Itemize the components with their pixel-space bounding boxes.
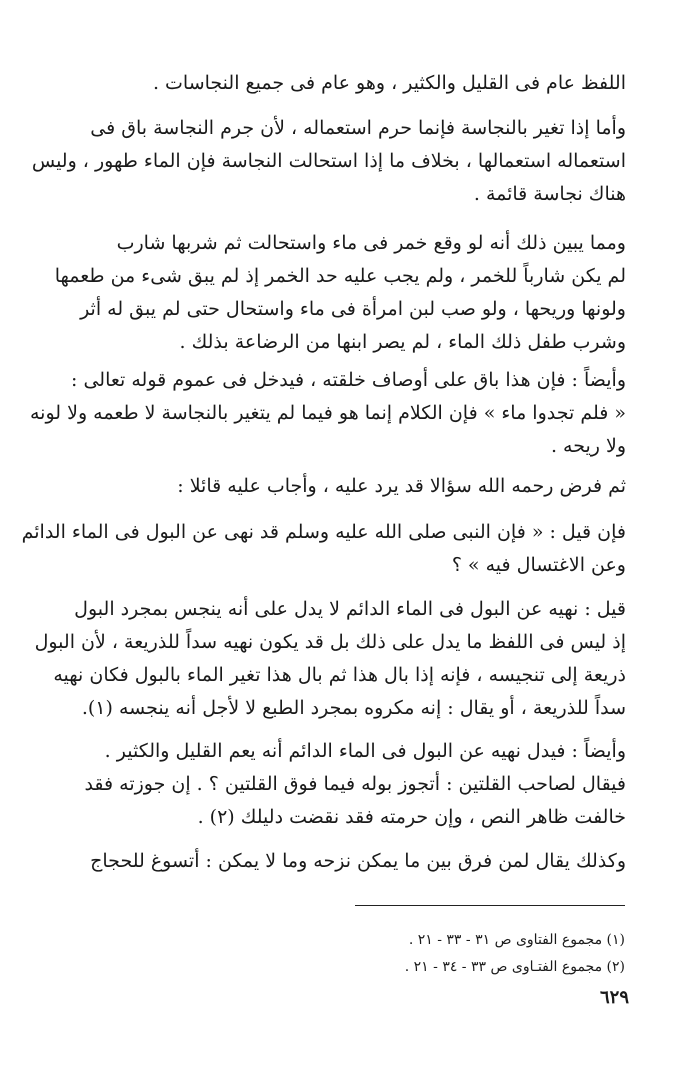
paragraph-also-original-state [29, 364, 626, 463]
text-line: إذ ليس فى اللفظ ما يدل على ذلك بل قد يكون نهيه سداً للذريعة ، لأن البول [34, 631, 626, 653]
text-line: وأيضاً : فيدل نهيه عن البول فى الماء الدائم أنه يعم القليل والكثير . [104, 740, 626, 762]
text-line: فإن قيل : « فإن النبى صلى الله عليه وسلم قد نهى عن البول فى الماء الدائم [21, 521, 626, 543]
paragraph-hypothetical-question [94, 470, 626, 503]
text-line: وأيضاً : فإن هذا باق على أوصاف خلقته ، فيدخل فى عموم قوله تعالى : [71, 369, 626, 391]
text-line: قيل : نهيه عن البول فى الماء الدائم لا يدل على أنه ينجس بمجرد البول [74, 598, 626, 620]
page-number: ٦٢٩ [599, 987, 629, 1008]
text-line: خالفت ظاهر النص ، وإن حرمته فقد نقضت دليلك (٢) . [197, 806, 626, 828]
text-line: وشرب طفل ذلك الماء ، لم يصر ابنها من الرضاعة بذلك . [179, 331, 626, 353]
text-line: استعماله استعمالها ، بخلاف ما إذا استحالت النجاسة فإن الماء طهور ، وليس [31, 150, 626, 172]
text-line: لم يكن شارباً للخمر ، ولم يجب عليه حد الخمر إذ لم يبق شىء من طعمها [54, 265, 626, 287]
text-line: ولونها وريحها ، ولو صب لبن امرأة فى ماء واستحال حتى لم يبق له أثر [80, 298, 626, 320]
text-line: ولا ريحه . [550, 435, 626, 457]
text-line: سداً للذريعة ، أو يقال : إنه مكروه بمجرد الطبع لا لأجل أنه ينجسه (١). [81, 697, 626, 719]
text-line: فيقال لصاحب القلتين : أتجوز بوله فيما فوق القلتين ؟ . إن جوزته فقد [84, 773, 626, 795]
paragraph-objection [21, 516, 626, 582]
text-line: ومما يبين ذلك أنه لو وقع خمر فى ماء واستحالت ثم شربها شارب [116, 232, 626, 254]
text-line: ثم فرض رحمه الله سؤالا قد يرد عليه ، وأجاب عليه قائلا : [177, 475, 626, 497]
paragraph-likewise [90, 845, 626, 878]
text-line: اللفظ عام فى القليل والكثير ، وهو عام فى جميع النجاسات . [152, 72, 626, 94]
footnote-1: (١) مجموع الفتاوى ص ٣١ - ٣٣ - ٢١ . [408, 932, 625, 948]
text-line: هناك نجاسة قائمة . [473, 183, 626, 205]
paragraph-change-by-impurity [31, 112, 626, 211]
paragraph-continuation [94, 67, 626, 100]
paragraph-wine-example [54, 227, 626, 359]
text-line: وعن الاغتسال فيه » ؟ [451, 554, 626, 576]
text-line: وأما إذا تغير بالنجاسة فإنما حرم استعماله ، لأن جرم النجاسة باق فى [90, 117, 626, 139]
paragraph-reply [34, 593, 626, 725]
text-line: « فلم تجدوا ماء » فإن الكلام إنما هو فيما لم يتغير بالنجاسة لا طعمه ولا لونه [29, 402, 626, 424]
text-line: وكذلك يقال لمن فرق بين ما يمكن نزحه وما لا يمكن : أتسوغ للحجاج [90, 850, 626, 872]
paragraph-also-general [84, 735, 626, 834]
footnote-2: (٢) مجموع الفتـاوى ص ٣٣ - ٣٤ - ٢١ . [404, 959, 625, 975]
footnote-divider [355, 905, 625, 906]
text-line: ذريعة إلى تنجيسه ، فإنه إذا بال هذا ثم بال هذا تغير الماء بالبول فكان نهيه [53, 664, 626, 686]
